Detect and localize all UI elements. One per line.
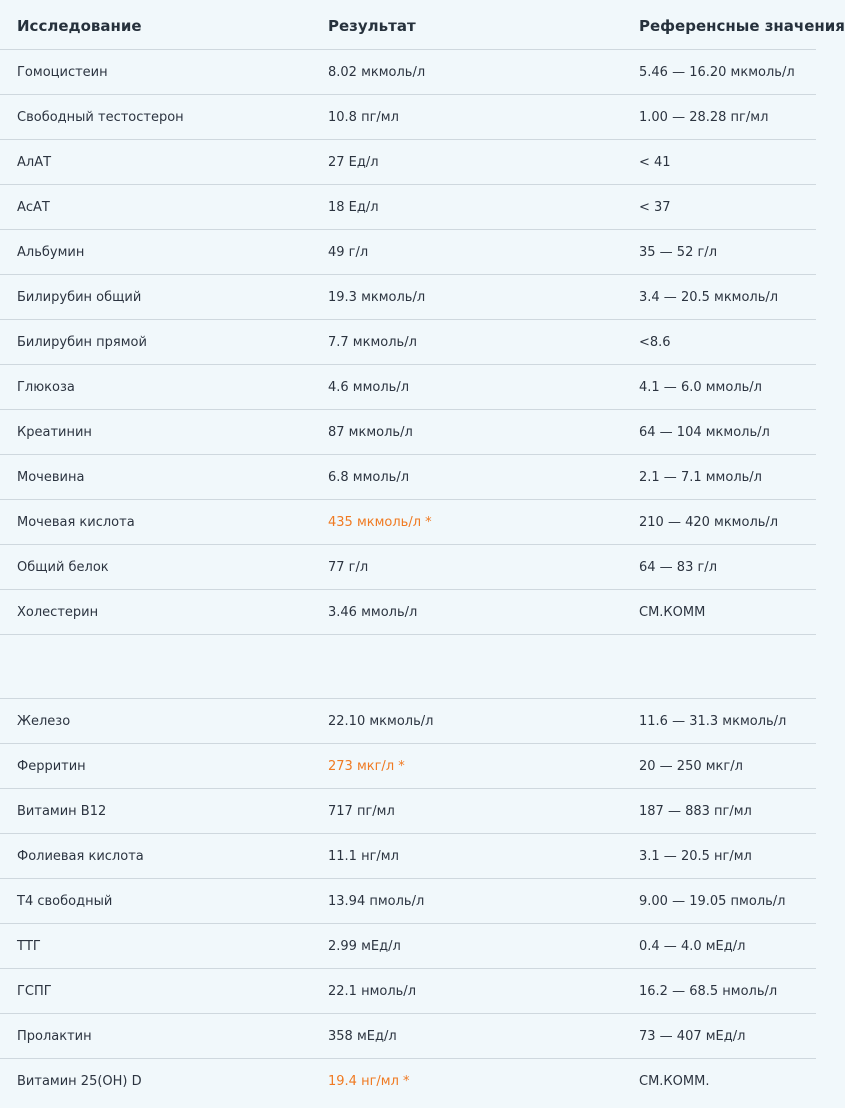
table-header bbox=[0, 0, 845, 50]
results-section-hormones bbox=[0, 698, 816, 1104]
table-row bbox=[0, 834, 816, 879]
table-row bbox=[0, 95, 816, 140]
reference-range: 3.4 — 20.5 мкмоль/л bbox=[639, 290, 779, 305]
test-name: Мочевина bbox=[17, 470, 85, 485]
reference-range: 2.1 — 7.1 ммоль/л bbox=[639, 470, 762, 485]
reference-range: <8.6 bbox=[639, 335, 671, 350]
results-section-biochemistry bbox=[0, 50, 816, 635]
test-name: Глюкоза bbox=[17, 380, 75, 395]
result-value: 22.1 нмоль/л bbox=[328, 984, 416, 999]
result-value: 10.8 пг/мл bbox=[328, 110, 399, 125]
result-value: 11.1 нг/мл bbox=[328, 849, 399, 864]
reference-range: 187 — 883 пг/мл bbox=[639, 804, 752, 819]
table-row bbox=[0, 500, 816, 545]
test-name: Билирубин общий bbox=[17, 290, 142, 305]
table-row bbox=[0, 1014, 816, 1059]
reference-range: 20 — 250 мкг/л bbox=[639, 759, 743, 774]
result-value: 49 г/л bbox=[328, 245, 369, 260]
reference-range: 35 — 52 г/л bbox=[639, 245, 717, 260]
result-value: 13.94 пмоль/л bbox=[328, 894, 425, 909]
table-row bbox=[0, 699, 816, 744]
table-row bbox=[0, 924, 816, 969]
test-name: АсАТ bbox=[17, 200, 50, 215]
reference-range: 9.00 — 19.05 пмоль/л bbox=[639, 894, 786, 909]
reference-range: СМ.КОММ bbox=[639, 605, 706, 620]
reference-range: 1.00 — 28.28 пг/мл bbox=[639, 110, 769, 125]
reference-range: < 41 bbox=[639, 155, 671, 170]
result-value: 3.46 ммоль/л bbox=[328, 605, 418, 620]
table-row bbox=[0, 590, 816, 635]
result-value: 22.10 мкмоль/л bbox=[328, 714, 434, 729]
result-value: 2.99 мЕд/л bbox=[328, 939, 401, 954]
test-name: ГСПГ bbox=[17, 984, 52, 999]
table-row bbox=[0, 275, 816, 320]
result-value: 4.6 ммоль/л bbox=[328, 380, 410, 395]
reference-range: 0.4 — 4.0 мЕд/л bbox=[639, 939, 746, 954]
table-row bbox=[0, 1059, 816, 1104]
reference-range: 4.1 — 6.0 ммоль/л bbox=[639, 380, 762, 395]
test-name: Пролактин bbox=[17, 1029, 92, 1044]
reference-range: 64 — 83 г/л bbox=[639, 560, 717, 575]
result-value-abnormal: 435 мкмоль/л * bbox=[328, 515, 432, 530]
test-name: ТТГ bbox=[17, 939, 41, 954]
test-name: Т4 свободный bbox=[17, 894, 113, 909]
table-row bbox=[0, 230, 816, 275]
reference-range: 73 — 407 мЕд/л bbox=[639, 1029, 746, 1044]
result-value: 18 Ед/л bbox=[328, 200, 379, 215]
test-name: Гомоцистеин bbox=[17, 65, 108, 80]
table-row bbox=[0, 744, 816, 789]
table-row bbox=[0, 365, 816, 410]
test-name: Железо bbox=[17, 714, 71, 729]
test-name: Холестерин bbox=[17, 605, 99, 620]
reference-range: 5.46 — 16.20 мкмоль/л bbox=[639, 65, 795, 80]
test-name: Мочевая кислота bbox=[17, 515, 135, 530]
reference-range: 11.6 — 31.3 мкмоль/л bbox=[639, 714, 787, 729]
test-name: Фолиевая кислота bbox=[17, 849, 144, 864]
table-row bbox=[0, 545, 816, 590]
table-row bbox=[0, 455, 816, 500]
reference-range: СМ.КОММ. bbox=[639, 1074, 710, 1089]
test-name: Креатинин bbox=[17, 425, 92, 440]
table-row bbox=[0, 320, 816, 365]
result-value: 77 г/л bbox=[328, 560, 369, 575]
result-value: 7.7 мкмоль/л bbox=[328, 335, 417, 350]
reference-range: 3.1 — 20.5 нг/мл bbox=[639, 849, 752, 864]
test-name: Билирубин прямой bbox=[17, 335, 147, 350]
result-value-abnormal: 273 мкг/л * bbox=[328, 759, 405, 774]
test-name: Ферритин bbox=[17, 759, 86, 774]
header-reference: Референсные значения bbox=[639, 17, 845, 35]
result-value: 8.02 мкмоль/л bbox=[328, 65, 426, 80]
result-value: 19.3 мкмоль/л bbox=[328, 290, 426, 305]
reference-range: 16.2 — 68.5 нмоль/л bbox=[639, 984, 778, 999]
test-name: АлАТ bbox=[17, 155, 52, 170]
test-name: Витамин B12 bbox=[17, 804, 107, 819]
test-name: Общий белок bbox=[17, 560, 109, 575]
table-row bbox=[0, 410, 816, 455]
header-result: Результат bbox=[328, 17, 416, 35]
reference-range: 64 — 104 мкмоль/л bbox=[639, 425, 770, 440]
table-row bbox=[0, 140, 816, 185]
reference-range: 210 — 420 мкмоль/л bbox=[639, 515, 779, 530]
table-row bbox=[0, 185, 816, 230]
result-value: 358 мЕд/л bbox=[328, 1029, 397, 1044]
result-value: 27 Ед/л bbox=[328, 155, 379, 170]
table-row bbox=[0, 969, 816, 1014]
result-value: 87 мкмоль/л bbox=[328, 425, 413, 440]
table-row bbox=[0, 789, 816, 834]
table-row bbox=[0, 879, 816, 924]
test-name: Свободный тестостерон bbox=[17, 110, 184, 125]
header-test: Исследование bbox=[17, 17, 142, 35]
table-row bbox=[0, 50, 816, 95]
result-value: 717 пг/мл bbox=[328, 804, 395, 819]
reference-range: < 37 bbox=[639, 200, 671, 215]
test-name: Витамин 25(OH) D bbox=[17, 1074, 142, 1089]
test-name: Альбумин bbox=[17, 245, 85, 260]
result-value: 6.8 ммоль/л bbox=[328, 470, 410, 485]
result-value-abnormal: 19.4 нг/мл * bbox=[328, 1074, 410, 1089]
